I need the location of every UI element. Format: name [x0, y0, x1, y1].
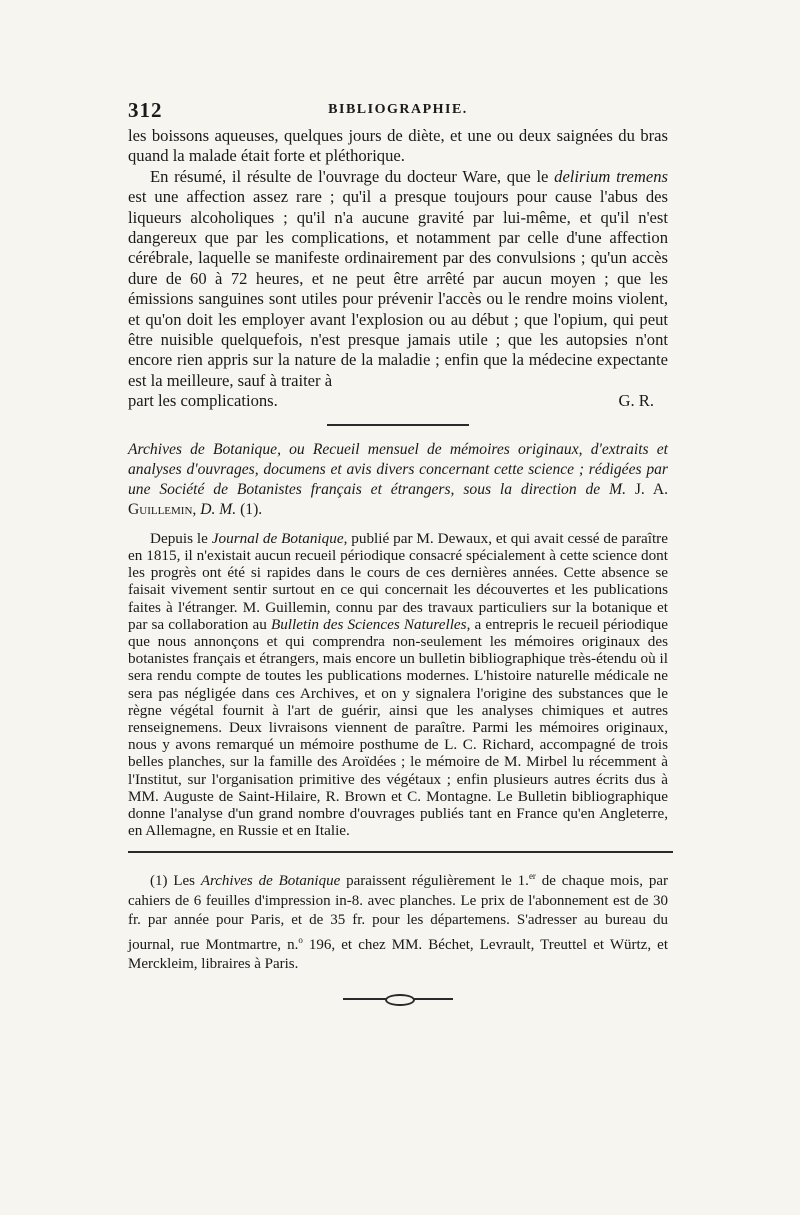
summary-paragraph — [128, 167, 668, 391]
review-text-3: , a entrepris le recueil périodique que nous annonçons et qui comprendra non-seulement les mémoires originaux des botanistes français et étrangers, mais encore un bulletin bibliographique très-étendu où il sera rendu compte de toutes les publications modernes. L'histoire naturelle médicale ne sera pas négligée dans ces Archives, et on y signalera l'origine des substances que le règne végétal fournit à l'art de guérir, ainsi que les analyses chimiques et autres renseignemens. Deux livraisons viennent de paraître. Parmi les mémoires originaux, nous y avons remarqué un mémoire posthume de L. C. Richard, accompagné de trois belles planches, sur la famille des Aroïdées ; le mémoire de M. Mirbel lu récemment à l'Institut, sur l'organisation primitive des végétaux ; enfin plusieurs autres écrits dus à MM. Auguste de Saint-Hilaire, R. Brown et C. Montagne. Le Bulletin bibliographique donne l'analyse d'un grand nombre d'ouvrages publiés tant en France qu'en Angleterre, en Allemagne, en Russie et en Italie. — [128, 615, 668, 840]
footnote-superscript-1: er — [528, 871, 536, 882]
footnote — [128, 867, 668, 975]
end-ornament — [343, 993, 453, 1005]
footnote-reference: (1). — [240, 500, 263, 518]
footnote-text-2: de chaque mois, par cahiers de 6 feuilles d'impression in-8. avec planches. Le prix de l'abonnement est de 30 fr. par année pour Paris, et de 35 fr. pour les départemens. S'adresser au bureau du journal, rue Montmartre, n. — [128, 873, 668, 953]
summary-text-body: est une affection assez rare ; qu'il a presque toujours pour cause l'abus des liqueurs alcoholiques ; qu'il n'a aucune gravité par lui-même, et qu'il n'est dangereux que par les complications, et notamment par celle d'une affection cérébrale, laquelle se manifeste ordinairement par des convulsions ; qu'un accès dure de 60 à 72 heures, et ne peut être arrêté par aucun moyen ; que les émissions sanguines sont utiles pour prévenir l'accès ou le rendre moins violent, et qu'on doit les employer avant l'explosion ou au début ; que l'opium, qui peut être nuisible quelquefois, n'est presque jamais utile ; que les autopsies n'ont encore rien appris sur la nature de la maladie ; enfin que la médecine expectante est la meilleure, sauf à traiter à — [128, 187, 668, 390]
footnote-divider — [128, 851, 673, 853]
author-signature: G. R. — [618, 391, 654, 411]
journal-title: Journal de Botanique — [211, 529, 344, 547]
review-heading-editor: J. A. Guillemin — [128, 480, 668, 518]
review-heading-degree: , D. M. — [192, 500, 237, 518]
summary-last-words: part les complications. — [128, 391, 278, 411]
summary-text-start: En résumé, il résulte de l'ouvrage du docteur Ware, que le — [150, 166, 555, 186]
book-page — [128, 98, 668, 1005]
running-head — [128, 98, 668, 126]
delirium-term: delirium tremens — [554, 166, 668, 186]
review-heading-title: Archives de Botanique, ou Recueil mensuel de mémoires originaux, d'extraits et analyses d'ouvrages, documens et avis divers concernant cette science ; rédigées par une Société de Botanistes français et étrangers, sous la direction de M. — [128, 440, 668, 498]
section-divider — [327, 424, 469, 426]
page-number: 312 — [128, 98, 163, 122]
continued-paragraph: les boissons aqueuses, quelques jours de diète, et une ou deux saignées du bras quand la malade était forte et pléthorique. — [128, 126, 668, 166]
footnote-text-1: paraissent régulièrement le 1. — [340, 873, 529, 890]
section-title: BIBLIOGRAPHIE. — [328, 102, 468, 117]
footnote-journal-title: Archives de Botanique — [200, 873, 341, 890]
summary-last-line — [128, 391, 668, 411]
ornament-knot — [385, 994, 415, 1006]
review-paragraph — [128, 530, 668, 840]
footnote-marker: (1) Les — [150, 873, 201, 890]
review-heading — [128, 440, 668, 520]
review-text-2: , publié par M. Dewaux, et qui avait cessé de paraître en 1815, il n'existait aucun recueil périodique consacré spécialement à cette science dont les progrès ont été si rapides dans le cours de ces dernières années. Cette absence se faisait vivement sentir surtout en ce qui concernait les découvertes et les publications faites à l'étranger. M. Guillemin, connu par des travaux particuliers sur la botanique et par sa collaboration au — [128, 529, 668, 633]
bulletin-title: Bulletin des Sciences Naturelles — [270, 615, 467, 633]
review-text-1: Depuis le — [150, 529, 212, 547]
footnote-superscript-2: o — [298, 934, 303, 945]
footnote-text-3: 196, et chez MM. Béchet, Levrault, Treuttel et Würtz, et Merckleim, libraires à Paris. — [128, 936, 668, 973]
